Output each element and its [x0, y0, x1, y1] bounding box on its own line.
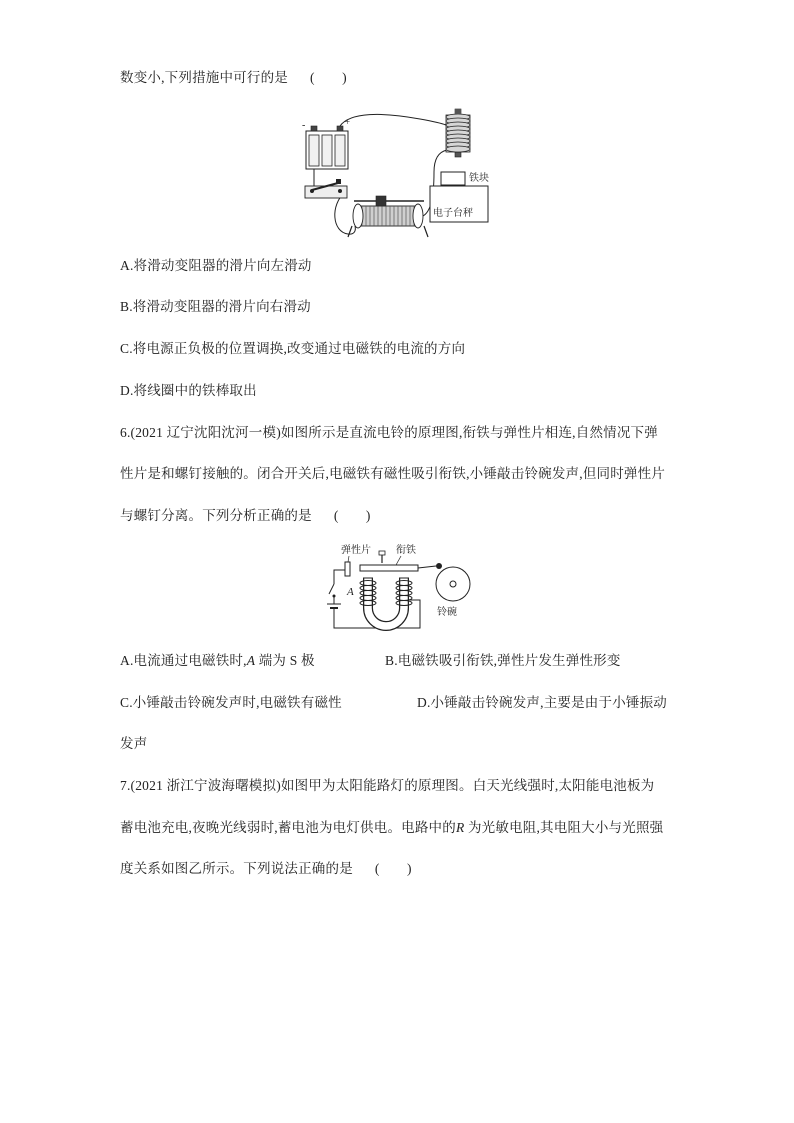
q6-option-a-before: A.电流通过电磁铁时,: [120, 653, 247, 668]
q6-stem-line-2: 性片是和螺钉接触的。闭合开关后,电磁铁有磁性吸引衔铁,小锤敲击铃碗发声,但同时弹性片: [120, 466, 666, 481]
bell-bowl-label: 铃碗: [437, 607, 457, 618]
q5-option-a: A.将滑动变阻器的滑片向左滑动: [120, 258, 312, 273]
elastic-strip-leader-line: [348, 556, 349, 562]
q7-answer-bracket: ( ): [374, 861, 412, 876]
q5-option-b: B.将滑动变阻器的滑片向右滑动: [120, 299, 311, 314]
q6-option-a-after: 端为 S 极: [255, 653, 315, 668]
circuit-battery: [327, 604, 341, 608]
elastic-strip-label: 弹性片: [341, 545, 371, 556]
q5-option-c: C.将电源正负极的位置调换,改变通过电磁铁的电流的方向: [120, 341, 466, 356]
hammer: [418, 563, 442, 569]
q7-stem-line-1: 7.(2021 浙江宁波海曙模拟)如图甲为太阳能路灯的原理图。白天光线强时,太阳能电池板为: [120, 778, 655, 793]
q7-stem-line-3-text: 度关系如图乙所示。下列说法正确的是: [120, 861, 353, 876]
battery: [306, 126, 348, 169]
circuit-wire-top: [334, 570, 346, 584]
q6-answer-bracket: ( ): [333, 508, 371, 523]
q7-stem-variable-r: R: [455, 820, 465, 835]
q7-stem-line-2-after: 为光敏电阻,其电阻大小与光照强: [464, 820, 664, 835]
elastic-strip: [345, 562, 350, 576]
electric-bell-figure: [328, 540, 478, 630]
electronic-scale-label: 电子台秤: [433, 208, 473, 219]
q5-option-d: D.将线圈中的铁棒取出: [120, 383, 257, 398]
q6-stem-line-3: [120, 506, 371, 526]
q6-option-d-line-2: 发声: [120, 736, 148, 751]
q6-option-c: C.小锤敲击铃碗发声时,电磁铁有磁性: [120, 695, 342, 710]
wire-battery-to-coil: [340, 114, 448, 126]
armature: [360, 565, 418, 571]
contact-screw: [379, 551, 385, 563]
iron-block-label: 铁块: [469, 173, 489, 184]
positive-terminal-sign: +: [345, 117, 351, 127]
q7-stem-line-2-before: 蓄电池充电,夜晚光线弱时,蓄电池为电灯供电。电路中的: [120, 820, 456, 835]
q6-option-a-variable: A: [246, 653, 256, 668]
q5-stem-line: [120, 68, 347, 88]
armature-leader-line: [396, 556, 401, 565]
knife-switch: [305, 179, 347, 198]
magnet-end-a-label: A: [347, 586, 354, 598]
q5-answer-bracket: ( ): [309, 70, 347, 85]
electromagnet-scale-circuit-figure: [298, 108, 498, 242]
q6-option-d-line-1: D.小锤敲击铃碗发声,主要是由于小锤振动: [417, 695, 667, 710]
electromagnet-coil: [446, 109, 470, 157]
armature-label: 衔铁: [396, 545, 416, 556]
q6-option-b: B.电磁铁吸引衔铁,弹性片发生弹性形变: [385, 653, 621, 668]
q6-stem-line-3-text: 与螺钉分离。下列分析正确的是: [120, 508, 312, 523]
negative-terminal-sign: -: [302, 120, 306, 131]
iron-block: [441, 172, 465, 185]
q7-stem-line-2: [120, 818, 663, 838]
q6-stem-line-1: 6.(2021 辽宁沈阳沈河一模)如图所示是直流电铃的原理图,衔铁与弹性片相连,自然情况下弹: [120, 425, 658, 440]
q5-stem: 数变小,下列措施中可行的是: [120, 70, 288, 85]
q6-option-a: [120, 651, 315, 671]
sliding-rheostat: [348, 196, 428, 237]
circuit-switch: [329, 584, 336, 598]
bell-bowl: [436, 567, 470, 601]
q7-stem-line-3: [120, 859, 412, 879]
